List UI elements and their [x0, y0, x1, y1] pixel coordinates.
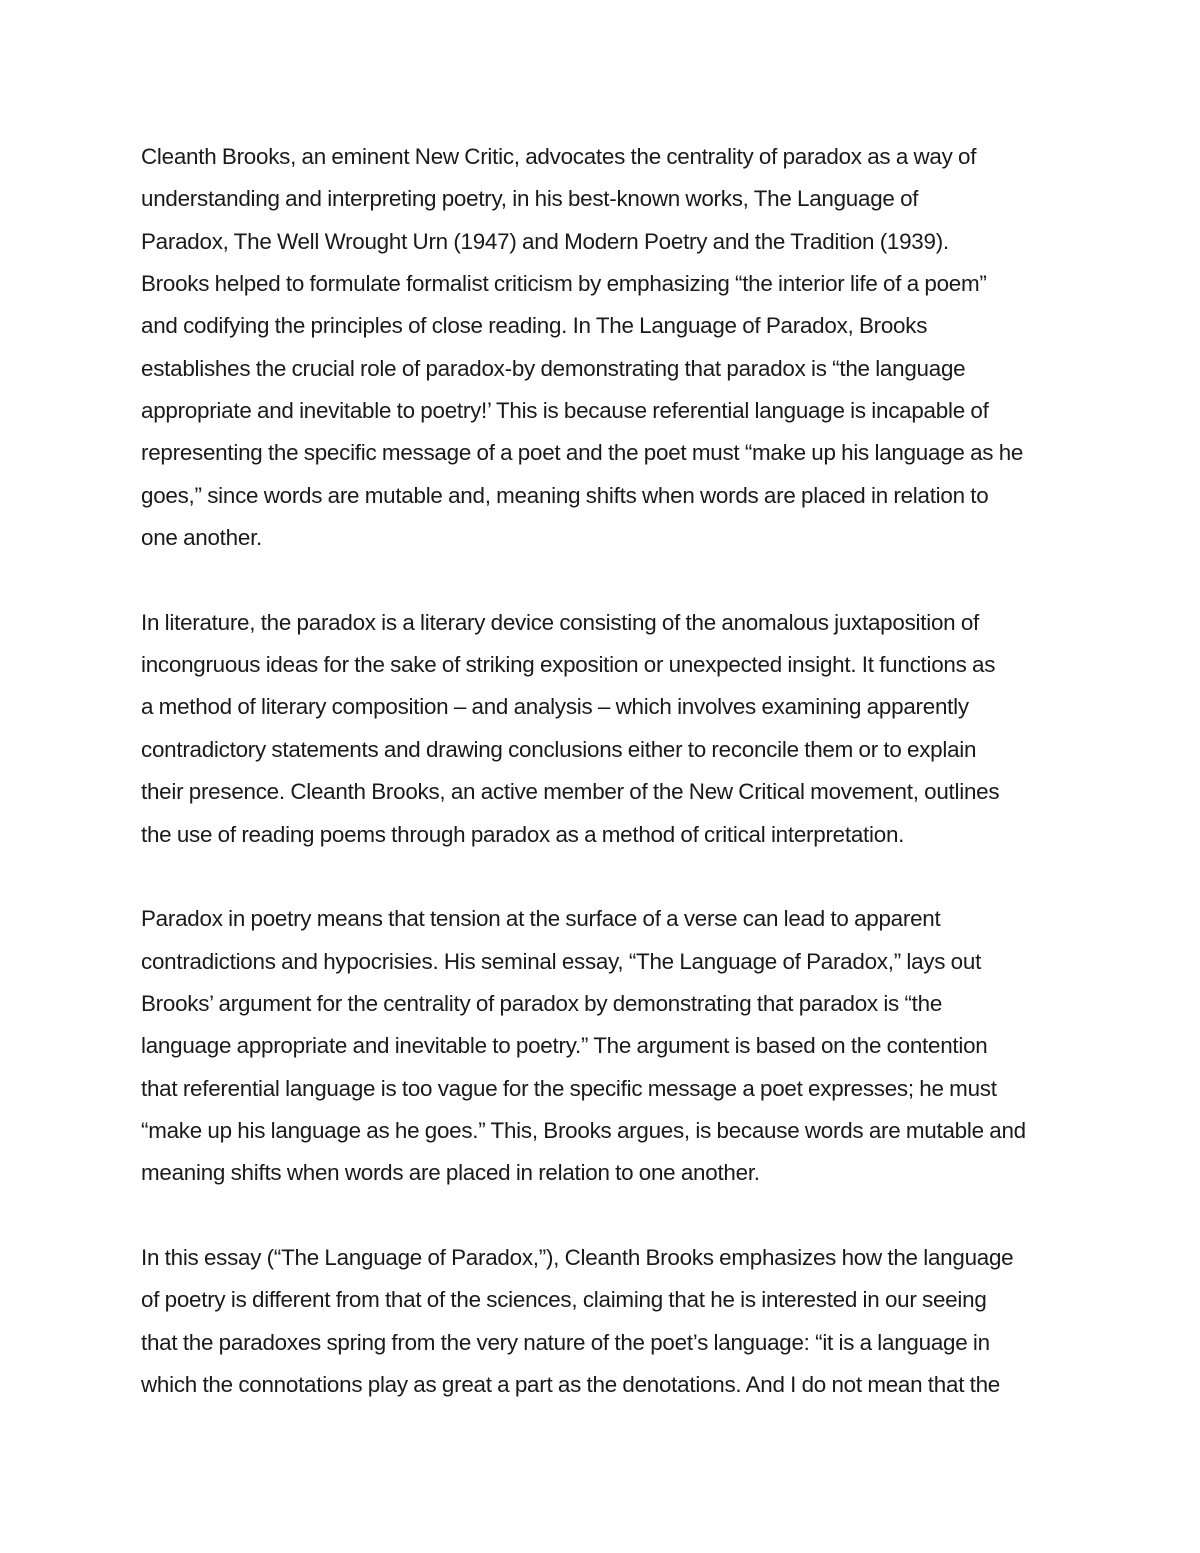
- document-body: [141, 136, 1066, 1449]
- text-line: a method of literary composition – and analysis – which involves examining apparently: [141, 694, 969, 720]
- text-line: Cleanth Brooks, an eminent New Critic, advocates the centrality of paradox as a way of: [141, 144, 977, 169]
- paragraph-1: [141, 136, 1066, 559]
- text-line: their presence. Cleanth Brooks, an active member of the New Critical movement, outlines: [141, 779, 1000, 805]
- text-line: contradictions and hypocrisies. His seminal essay, “The Language of Paradox,” lays out: [141, 948, 982, 974]
- text-line: Brooks helped to formulate formalist criticism by emphasizing “the interior life of a poem”: [141, 271, 987, 297]
- text-line: representing the specific message of a poet and the poet must “make up his language as he: [141, 440, 1024, 466]
- text-line: one another.: [141, 525, 263, 551]
- paragraph-2: [141, 602, 1066, 856]
- text-line: In this essay (“The Language of Paradox,”), Cleanth Brooks emphasizes how the language: [141, 1244, 1014, 1270]
- text-line: understanding and interpreting poetry, in his best-known works, The Language of: [141, 186, 919, 212]
- text-line: incongruous ideas for the sake of striking exposition or unexpected insight. It functions as: [141, 652, 996, 678]
- text-line: the use of reading poems through paradox as a method of critical interpretation.: [141, 821, 905, 847]
- text-line: of poetry is different from that of the sciences, claiming that he is interested in our seeing: [141, 1287, 987, 1313]
- text-line: “make up his language as he goes.” This, Brooks argues, is because words are mutable and: [141, 1117, 1026, 1143]
- text-line: goes,” since words are mutable and, meaning shifts when words are placed in relation to: [141, 482, 989, 508]
- paragraph-4: [141, 1237, 1066, 1406]
- text-line: that referential language is too vague for the specific message a poet expresses; he must: [141, 1075, 997, 1101]
- text-line: Brooks’ argument for the centrality of paradox by demonstrating that paradox is “the: [141, 990, 943, 1016]
- text-line: In literature, the paradox is a literary device consisting of the anomalous juxtaposition of: [141, 609, 979, 635]
- text-line: appropriate and inevitable to poetry!’ This is because referential language is incapable of: [141, 398, 989, 424]
- text-line: that the paradoxes spring from the very nature of the poet’s language: “it is a language in: [141, 1329, 990, 1355]
- text-line: establishes the crucial role of paradox-by demonstrating that paradox is “the language: [141, 355, 966, 381]
- text-line: which the connotations play as great a part as the denotations. And I do not mean that the: [141, 1371, 1001, 1397]
- text-line: Paradox, The Well Wrought Urn (1947) and Modern Poetry and the Tradition (1939).: [141, 228, 949, 254]
- text-line: and codifying the principles of close reading. In The Language of Paradox, Brooks: [141, 313, 928, 339]
- paragraph-3: [141, 898, 1066, 1194]
- text-line: language appropriate and inevitable to poetry.” The argument is based on the contention: [141, 1033, 988, 1059]
- text-line: meaning shifts when words are placed in relation to one another.: [141, 1160, 760, 1186]
- text-line: Paradox in poetry means that tension at the surface of a verse can lead to apparent: [141, 906, 941, 932]
- text-line: contradictory statements and drawing conclusions either to reconcile them or to explain: [141, 736, 977, 762]
